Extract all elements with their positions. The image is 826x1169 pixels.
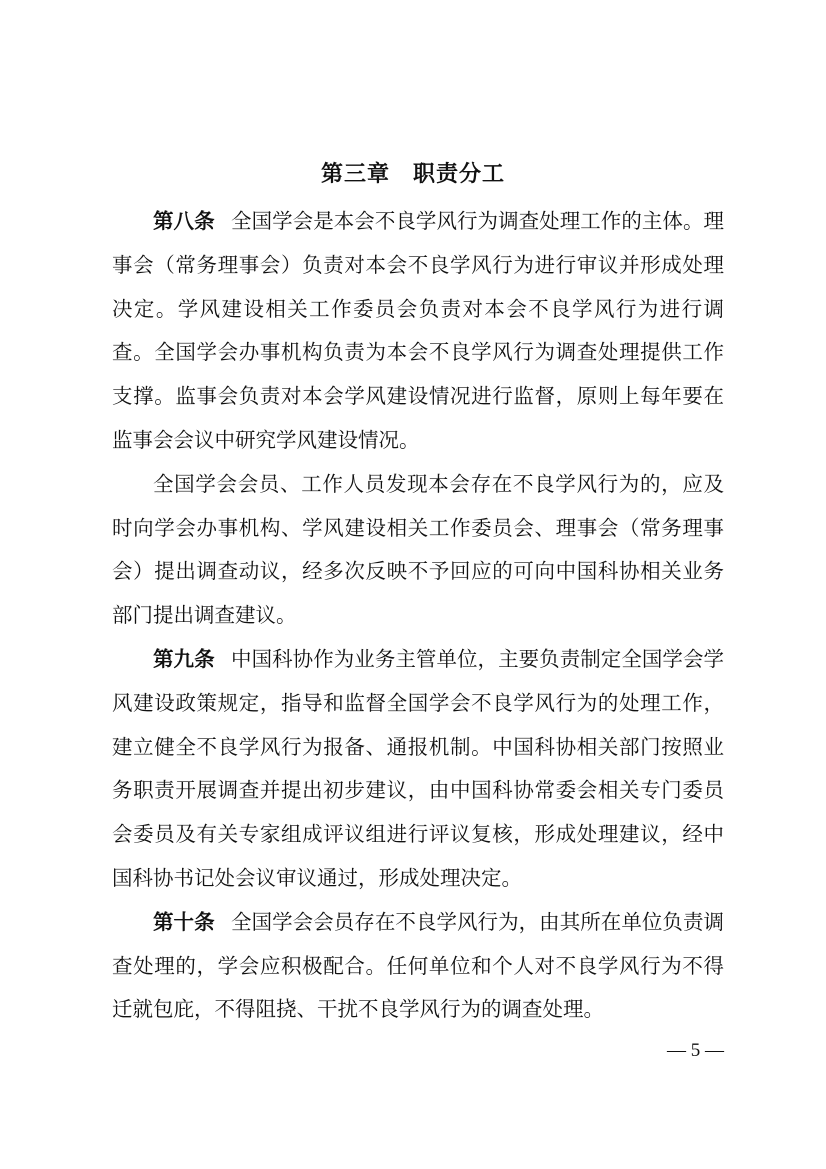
- body-content: [112, 200, 724, 1032]
- article-9-text: 中国科协作为业务主管单位，主要负责制定全国学会学风建设政策规定，指导和监督全国学会不良学风行为的处理工作，建立健全不良学风行为报备、通报机制。中国科协相关部门按照业务职责开展调查并提出初步建议，由中国科协常委会相关专门委员会委员及有关专家组成评议组进行评议复核，形成处理建议，经中国科协书记处会议审议通过，形成处理决定。: [112, 646, 725, 890]
- article-8-text: 全国学会是本会不良学风行为调查处理工作的主体。理事会（常务理事会）负责对本会不良学风行为进行审议并形成处理决定。学风建设相关工作委员会负责对本会不良学风行为进行调查。全国学会办事机构负责为本会不良学风行为调查处理提供工作支撑。监事会负责对本会学风建设情况进行监督，原则上每年要在监事会会议中研究学风建设情况。: [112, 209, 725, 452]
- article-8-paragraph: [112, 200, 724, 463]
- article-8-continuation-text: 全国学会会员、工作人员发现本会存在不良学风行为的，应及时向学会办事机构、学风建设相关工作委员会、理事会（常务理事会）提出调查动议，经多次反映不予回应的可向中国科协相关业务部门提出调查建议。: [112, 471, 724, 628]
- article-9-label: 第九条: [153, 646, 215, 671]
- chapter-title: 第三章 职责分工: [320, 162, 505, 187]
- article-10-text: 全国学会会员存在不良学风行为，由其所在单位负责调查处理的，学会应积极配合。任何单位和个人对不良学风行为不得迁就包庇，不得阻挠、干扰不良学风行为的调查处理。: [112, 909, 725, 1022]
- article-9-paragraph: [112, 638, 724, 901]
- article-8-continuation-paragraph: [112, 463, 724, 638]
- page-number: — 5 —: [667, 1040, 724, 1061]
- article-8-label: 第八条: [153, 209, 215, 233]
- article-10-paragraph: [112, 901, 724, 1032]
- article-10-label: 第十条: [153, 909, 215, 934]
